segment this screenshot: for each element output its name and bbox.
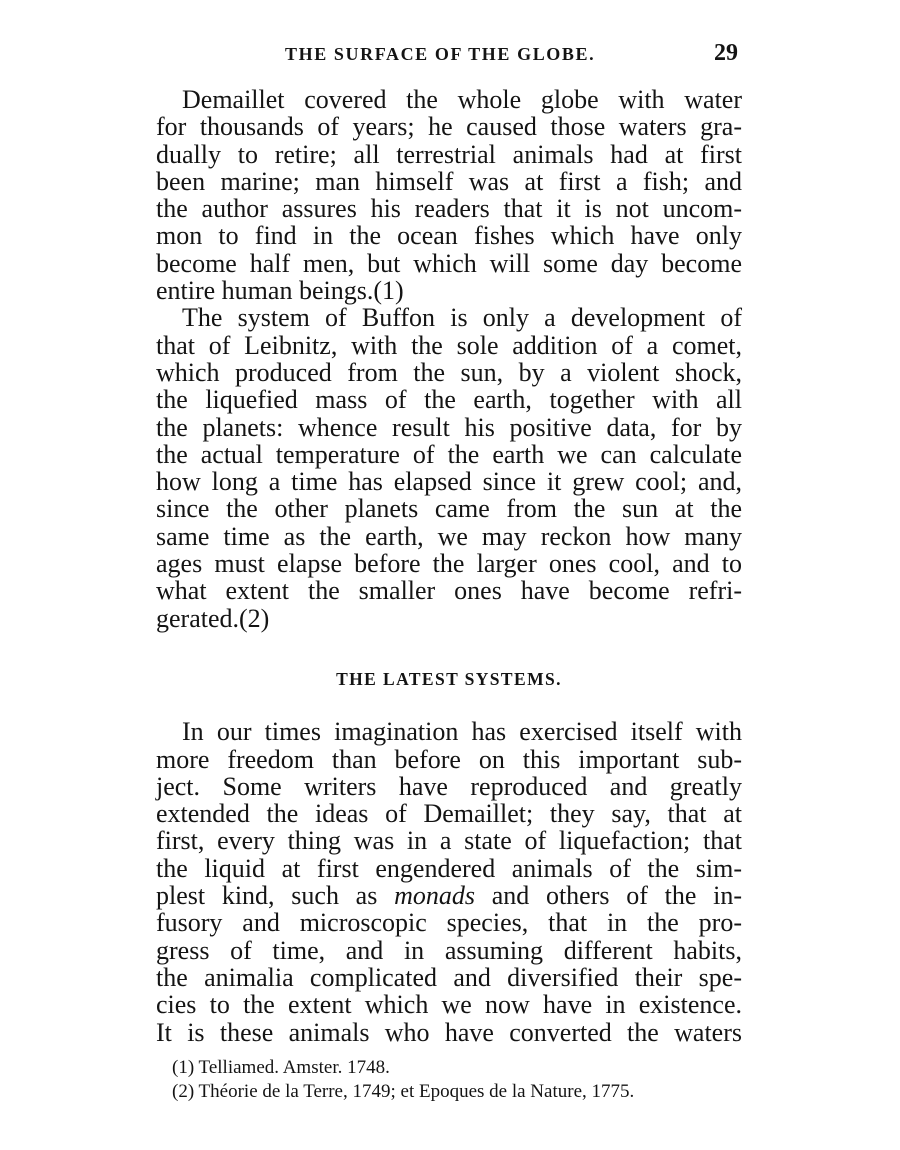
running-head — [160, 40, 740, 74]
text-line: entire human beings.(1) — [156, 276, 404, 306]
italic-term: monads — [394, 881, 475, 911]
text-line: gress of time, and in assuming different habits, — [156, 935, 742, 965]
text-line: that of Leibnitz, with the sole addition of a comet, — [156, 330, 742, 360]
text-line: the author assures his readers that it is not uncom- — [156, 194, 742, 224]
paragraph-buffon — [156, 304, 742, 632]
running-title: THE SURFACE OF THE GLOBE. — [285, 44, 596, 64]
footnotes — [172, 1056, 742, 1104]
body-text — [156, 86, 742, 1046]
text-line: The system of Buffon is only a development of — [182, 303, 742, 333]
text-line: since the other planets came from the sun at the — [156, 494, 742, 524]
text-line-italic — [156, 882, 742, 909]
text-line: fusory and microscopic species, that in the pro- — [156, 908, 742, 938]
text-line: ject. Some writers have reproduced and greatly — [156, 771, 742, 801]
text-line: extended the ideas of Demaillet; they say, that at — [156, 799, 742, 829]
text-fragment: and others of the in- — [474, 881, 742, 911]
text-line: dually to retire; all terrestrial animals had at first — [156, 139, 742, 169]
text-line: ages must elapse before the larger ones cool, and to — [156, 549, 742, 579]
text-line: mon to find in the ocean fishes which have only — [156, 221, 742, 251]
page-number: 29 — [714, 40, 738, 66]
text-line: been marine; man himself was at first a fish; and — [156, 166, 742, 196]
text-line: which produced from the sun, by a violent shock, — [156, 357, 742, 387]
text-line: the animalia complicated and diversified their spe- — [156, 962, 742, 992]
footnote-1: (1) Telliamed. Amster. 1748. — [172, 1057, 390, 1078]
text-line: gerated.(2) — [156, 603, 270, 633]
text-line: the actual temperature of the earth we can calculate — [156, 439, 742, 469]
text-line: In our times imagination has exercised itself with — [182, 717, 742, 747]
text-line: first, every thing was in a state of liquefaction; that — [156, 826, 742, 856]
text-line: Demaillet covered the whole globe with water — [182, 85, 742, 114]
paragraph-demaillet — [156, 86, 742, 304]
text-line: the liquid at first engendered animals of the sim- — [156, 853, 742, 883]
text-line: how long a time has elapsed since it grew cool; and, — [156, 467, 742, 497]
text-line: become half men, but which will some day become — [156, 248, 742, 278]
paragraph-latest-systems — [156, 718, 742, 1046]
text-line: the planets: whence result his positive data, for by — [156, 412, 742, 442]
section-heading: THE LATEST SYSTEMS. — [336, 668, 562, 689]
text-line: same time as the earth, we may reckon how many — [156, 521, 742, 551]
footnote-2: (2) Théorie de la Terre, 1749; et Epoques de la Nature, 1775. — [172, 1081, 635, 1102]
text-line: cies to the extent which we now have in existence. — [156, 990, 742, 1020]
text-line: for thousands of years; he caused those waters gra- — [156, 112, 742, 142]
text-line: more freedom than before on this important sub- — [156, 744, 742, 774]
text-line: It is these animals who have converted the waters — [156, 1017, 742, 1047]
text-line: the liquefied mass of the earth, together with all — [156, 385, 742, 415]
text-fragment: plest kind, such as — [156, 881, 395, 911]
text-line: what extent the smaller ones have become refri- — [156, 576, 742, 606]
